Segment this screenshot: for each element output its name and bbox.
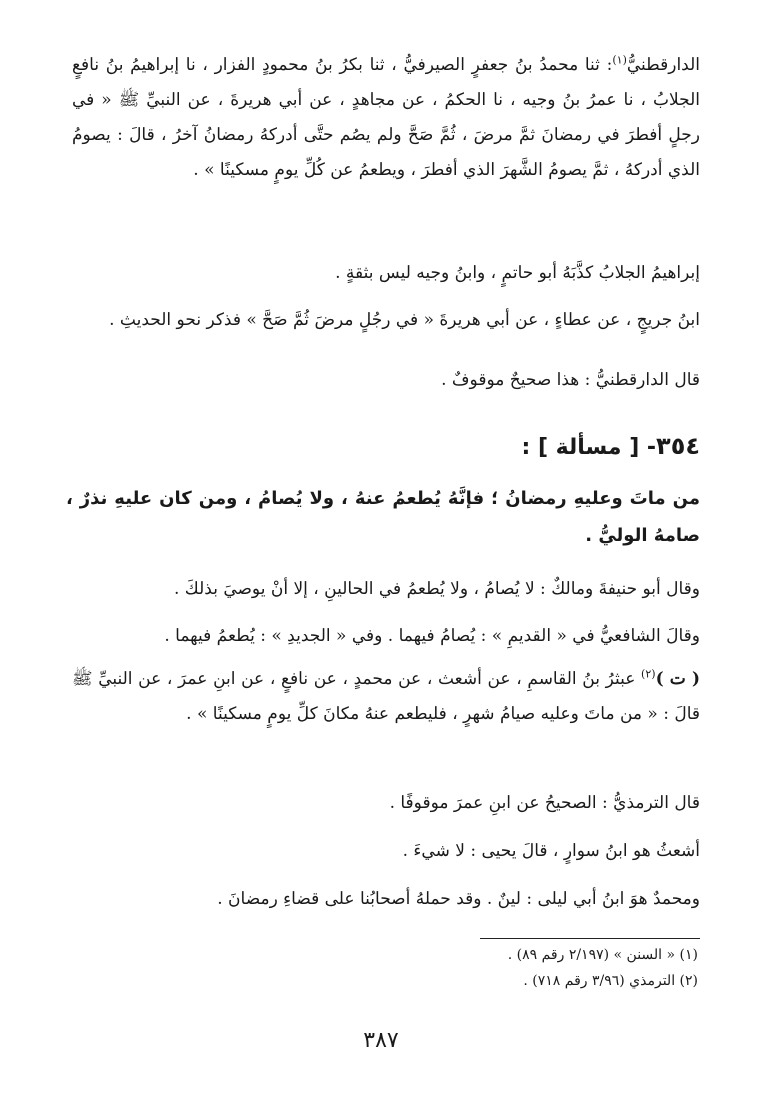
issue-label: - [ مسألة ] :: [521, 435, 657, 460]
footnote-1: (١) « السنن » (٢/١٩٧ رقم ٨٩) .: [507, 947, 698, 963]
opinion-paragraph-1: وقال أبو حنيفةَ ومالكٌ : لا يُصامُ ، ولا يُطعمُ في الحالينِ ، إلا أنْ يوصيَ بذلكَ .: [173, 579, 700, 599]
page-number: ٣٨٧: [363, 1028, 399, 1053]
hadith-tirmidhi-paragraph: [72, 662, 700, 732]
opinion-paragraph-2: وقالَ الشافعيُّ في « القديمِ » : يُصامُ فيهما . وفي « الجديدِ » : يُطعمُ فيهما .: [164, 626, 700, 646]
comment-paragraph-2: ابنُ جريجٍ ، عن عطاءٍ ، عن أبي هريرةَ « في رجُلٍ مرضَ ثُمَّ صَحَّ » فذكر نحو الحديثِ .: [109, 310, 700, 330]
footnote-divider: [480, 938, 700, 939]
hadith-text: عبثرُ بنُ القاسمِ ، عن أشعث ، عن محمدٍ ، عن نافعٍ ، عن ابنِ عمرَ ، عن النبيِّ ﷺ قالَ : « من ماتَ وعليه صيامُ شهرٍ ، فليطعم عنهُ مكانَ كلِّ يومٍ مسكينًا » .: [72, 669, 700, 724]
source-tag: ( ت ): [655, 669, 700, 689]
comment-paragraph-3: قال الدارقطنيُّ : هذا صحيحٌ موقوفٌ .: [441, 370, 700, 390]
footnote-2: (٢) الترمذي (٣/٩٦ رقم ٧١٨) .: [523, 973, 698, 989]
footnotes: [298, 942, 698, 994]
comment-paragraph-6: ومحمدٌ هوَ ابنُ أبي ليلى : لينٌ . وقد حملهُ أصحابُنا على قضاءِ رمضانَ .: [217, 889, 700, 909]
hadith-text: : ثنا محمدُ بنُ جعفرٍ الصيرفيُّ ، ثنا بكرُ بنُ محمودٍ الفزار ، نا إبراهيمُ بنُ نافعٍ الجلابُ ، نا عمرُ بنُ وجيه ، نا الحكمُ ، عن مجاهدٍ ، عن أبي هريرةَ ، عن النبيِّ ﷺ « في رجلٍ أفطرَ في رمضانَ ثمَّ مرضَ ، ثُمَّ صَحَّ ولم يصُم حتَّى أدركهُ رمضانُ آخرُ ، قالَ : يصومُ الذي أدركهُ ، ثمَّ يصومُ الشَّهرَ الذي أفطرَ ، ويطعمُ عن كُلِّ يومٍ مسكينًا » .: [72, 55, 700, 180]
issue-statement: من ماتَ وعليهِ رمضانُ ؛ فإنَّهُ يُطعمُ عنهُ ، ولا يُصامُ ، ومن كان عليهِ نذرٌ ، صامهُ الوليُّ .: [66, 488, 700, 546]
comment-paragraph-4: قال الترمذيُّ : الصحيحُ عن ابنِ عمرَ موقوفًا .: [389, 793, 700, 813]
footnote-ref-2: (٢): [641, 667, 656, 681]
narrator-name: الدارقطنيُّ: [626, 55, 700, 75]
hadith-daraqutni-paragraph: [72, 48, 700, 188]
issue-heading: [522, 432, 701, 460]
comment-paragraph-1: إبراهيمُ الجلابُ كذَّبَهُ أبو حاتمٍ ، وابنُ وجيه ليس بثقةٍ .: [335, 263, 700, 283]
comment-paragraph-5: أشعثُ هو ابنُ سوارٍ ، قالَ يحيى : لا شيءَ .: [402, 841, 700, 861]
footnote-ref-1: (١): [612, 53, 627, 67]
issue-number: ٣٥٤: [656, 432, 700, 460]
